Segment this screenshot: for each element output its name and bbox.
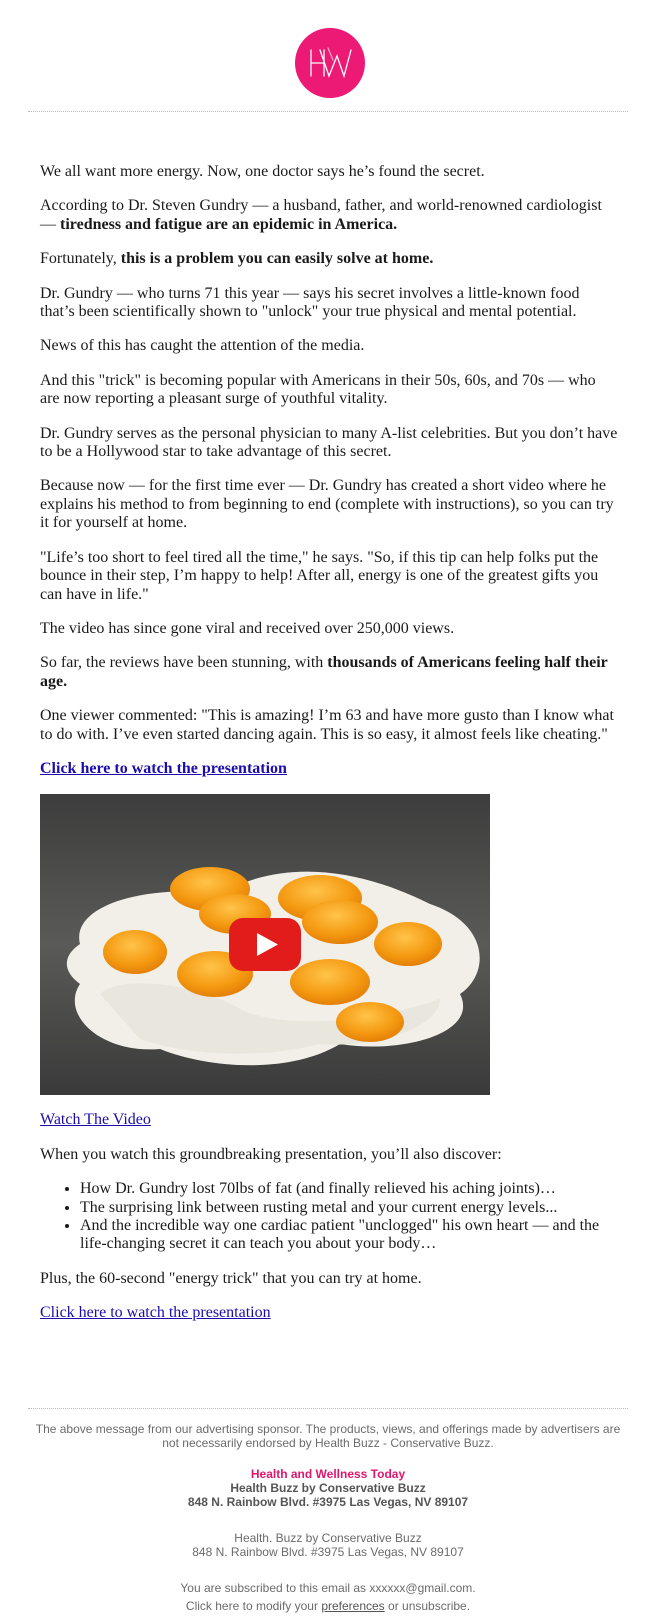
hw-logo-mark: [308, 46, 352, 80]
discover-list: [40, 1180, 618, 1254]
email-header: [0, 0, 648, 112]
list-item: • How Dr. Gundry lost 70lbs of fat (and finally relieved his aching joints)…: [80, 1180, 618, 1198]
footer-address-bold: 848 N. Rainbow Blvd. #3975 Las Vegas, NV 89107: [187, 1495, 469, 1509]
footer-modify-text: Click here to modify your: [185, 1599, 322, 1613]
paragraph-fortunately-text: Fortunately,: [40, 250, 121, 268]
watch-presentation-link-bottom[interactable]: Click here to watch the presentation: [40, 1304, 271, 1322]
paragraph-intro: We all want more energy. Now, one doctor says he’s found the secret.: [40, 163, 485, 180]
paragraph-fortunately: [40, 250, 618, 268]
email-body: [40, 163, 618, 1339]
paragraph-discover: When you watch this groundbreaking presentation, you’ll also discover:: [40, 1145, 502, 1163]
paragraph-gundry-bold: tiredness and fatigue are an epidemic in America.: [60, 215, 398, 233]
watch-video-link[interactable]: Watch The Video: [40, 1111, 151, 1129]
paragraph-fortunately-bold: this is a problem you can easily solve at home.: [120, 250, 434, 268]
email-footer: [28, 1422, 628, 1613]
paragraph-trick: And this "trick" is becoming popular with Americans in their 50s, 60s, and 70s — who are now reporting a pleasant surge of youthful vitality.: [40, 371, 596, 408]
paragraph-secret: Dr. Gundry — who turns 71 this year — says his secret involves a little-known food that’s been scientifically shown to "unlock" your true physical and mental potential.: [40, 284, 580, 321]
footer-modify: [28, 1599, 628, 1613]
paragraph-reviews-bold: thousands of Americans feeling half their age.: [40, 654, 608, 690]
watch-video-paragraph: [40, 1111, 618, 1129]
footer-disclaimer: The above message from our advertising sponsor. The products, views, and offerings made by advertisers are not necessarily endorsed by Health Buzz - Conservative Buzz.: [35, 1422, 621, 1450]
preferences-link[interactable]: preferences: [321, 1599, 385, 1613]
paragraph-viral: The video has since gone viral and received over 250,000 views.: [40, 619, 455, 637]
paragraph-plus: Plus, the 60-second "energy trick" that you can try at home.: [40, 1269, 422, 1287]
footer-brand: Health and Wellness Today: [250, 1467, 406, 1481]
footer-subscribed: You are subscribed to this email as xxxxxx@gmail.com.: [180, 1581, 476, 1595]
paragraph-reviews-text: So far, the reviews have been stunning, with: [40, 654, 328, 672]
video-thumbnail[interactable]: [40, 794, 490, 1095]
footer-company-bold: Health Buzz by Conservative Buzz: [230, 1481, 426, 1495]
footer-unsubscribe-text: or unsubscribe.: [384, 1599, 471, 1613]
play-icon: [229, 918, 301, 971]
footer-divider: [28, 1408, 628, 1409]
hw-logo[interactable]: [295, 28, 365, 98]
paragraph-reviews: [40, 654, 618, 691]
watch-presentation-link-top[interactable]: Click here to watch the presentation: [40, 759, 287, 777]
header-divider: [28, 111, 628, 112]
paragraph-gundry: [40, 197, 618, 234]
footer-address: 848 N. Rainbow Blvd. #3975 Las Vegas, NV 89107: [192, 1545, 464, 1559]
cta-paragraph-top: [40, 760, 618, 778]
list-item: • The surprising link between rusting metal and your current energy levels...: [80, 1199, 618, 1217]
cta-paragraph-bottom: [40, 1304, 618, 1322]
paragraph-testimonial: One viewer commented: "This is amazing! I’m 63 and have more gusto than I know what to do with. I’ve even started dancing again. This is so easy, it almost feels like cheating.": [40, 707, 614, 743]
list-item: • And the incredible way one cardiac patient "unclogged" his own heart — and the life-changing secret it can teach you about your body…: [80, 1217, 618, 1254]
paragraph-media: News of this has caught the attention of the media.: [40, 337, 365, 355]
paragraph-video: Because now — for the first time ever — Dr. Gundry has created a short video where he explains his method to from beginning to end (complete with instructions), so you can try it for yourself at home.: [40, 477, 614, 532]
footer-company: Health. Buzz by Conservative Buzz: [234, 1531, 422, 1545]
paragraph-celebrities: Dr. Gundry serves as the personal physician to many A-list celebrities. But you don’t have to be a Hollywood star to take advantage of this secret.: [40, 424, 618, 461]
paragraph-gundry-text: According to Dr. Steven Gundry — a husband, father, and world-renowned cardiologist —: [40, 197, 602, 233]
paragraph-quote: "Life’s too short to feel tired all the time," he says. "So, if this tip can help folks put the bounce in their step, I’m happy to help! After all, energy is one of the greatest gifts you can have in life.": [40, 548, 599, 603]
